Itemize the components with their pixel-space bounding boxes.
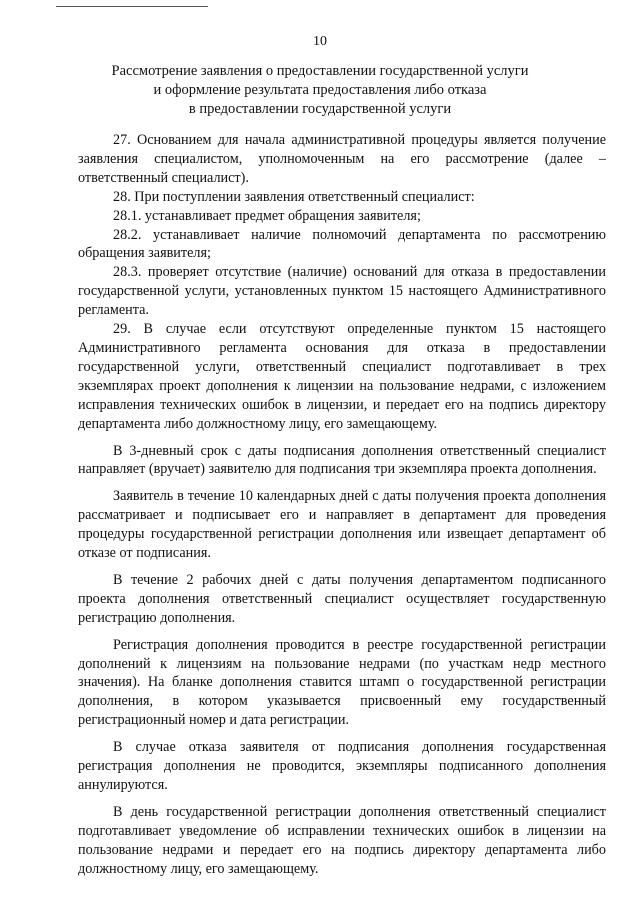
paragraph-applicant: Заявитель в течение 10 календарных дней с даты получения проекта дополнения рассматривает и подписывает его и направляет в департамент для проведения процедуры государственной регистрации дополнения или извещает департамент об отказе от подписания. (78, 488, 606, 562)
paragraph-28-1: 28.1. устанавливает предмет обращения заявителя; (113, 207, 421, 224)
paragraph-28-3: 28.3. проверяет отсутствие (наличие) оснований для отказа в предоставлении государственной услуги, установленных пунктом 15 настоящего Административного регламента. (78, 264, 606, 319)
scan-edge-line (56, 6, 208, 7)
paragraph-3-day-term: В 3-дневный срок с даты подписания дополнения ответственный специалист направляет (вручает) заявителю для подписания три экземпляра проекта дополнения. (78, 442, 606, 478)
paragraph-28: 28. При поступлении заявления ответственный специалист: (113, 188, 475, 205)
paragraph-27: 27. Основанием для начала административной процедуры является получение заявления специалистом, уполномоченным на его рассмотрение (далее – ответственный специалист). (78, 132, 606, 186)
paragraph-registration: Регистрация дополнения проводится в реестре государственной регистрации дополнений к лицензиям на пользование недрами (по участкам недр местного значения). На бланке дополнения ставится штамп о государственной регистрации дополнения, в котором указывается присвоенный ему государственный регистрационный номер и дата регистрации. (78, 636, 606, 729)
paragraph-notice: В день государственной регистрации дополнения ответственный специалист подготавливает уведомление об исправлении технических ошибок в лицензии на пользование недрами и передает его на подпись директору департамента либо должностному лицу, его замещающему. (78, 803, 606, 877)
paragraph-refusal: В случае отказа заявителя от подписания дополнения государственная регистрация дополнения не проводится, экземпляры подписанного дополнения аннулируются. (78, 739, 606, 793)
document-body (78, 131, 606, 879)
heading-line-2: и оформление результата предоставления либо отказа (153, 82, 487, 98)
page-number: 10 (313, 34, 327, 49)
paragraph-29: 29. В случае если отсутствуют определенные пунктом 15 настоящего Административного регламента основания для отказа в предоставлении государственной услуги, ответственный специалист подготавливает в трех экземплярах проект дополнения к лицензии на пользование недрами, с изложением исправления технических ошибок в лицензии, и передает его на подпись директору департамента либо должностному лицу, его замещающему. (78, 321, 606, 432)
heading-line-1: Рассмотрение заявления о предоставлении государственной услуги (111, 63, 529, 79)
paragraph-28-2: 28.2. устанавливает наличие полномочий департамента по рассмотрению обращения заявителя; (78, 226, 606, 262)
section-heading (80, 62, 560, 119)
paragraph-2-days: В течение 2 рабочих дней с даты получения департаментом подписанного проекта дополнения ответственный специалист осуществляет государственную регистрацию дополнения. (78, 571, 606, 626)
heading-line-3: в предоставлении государственной услуги (188, 101, 452, 117)
